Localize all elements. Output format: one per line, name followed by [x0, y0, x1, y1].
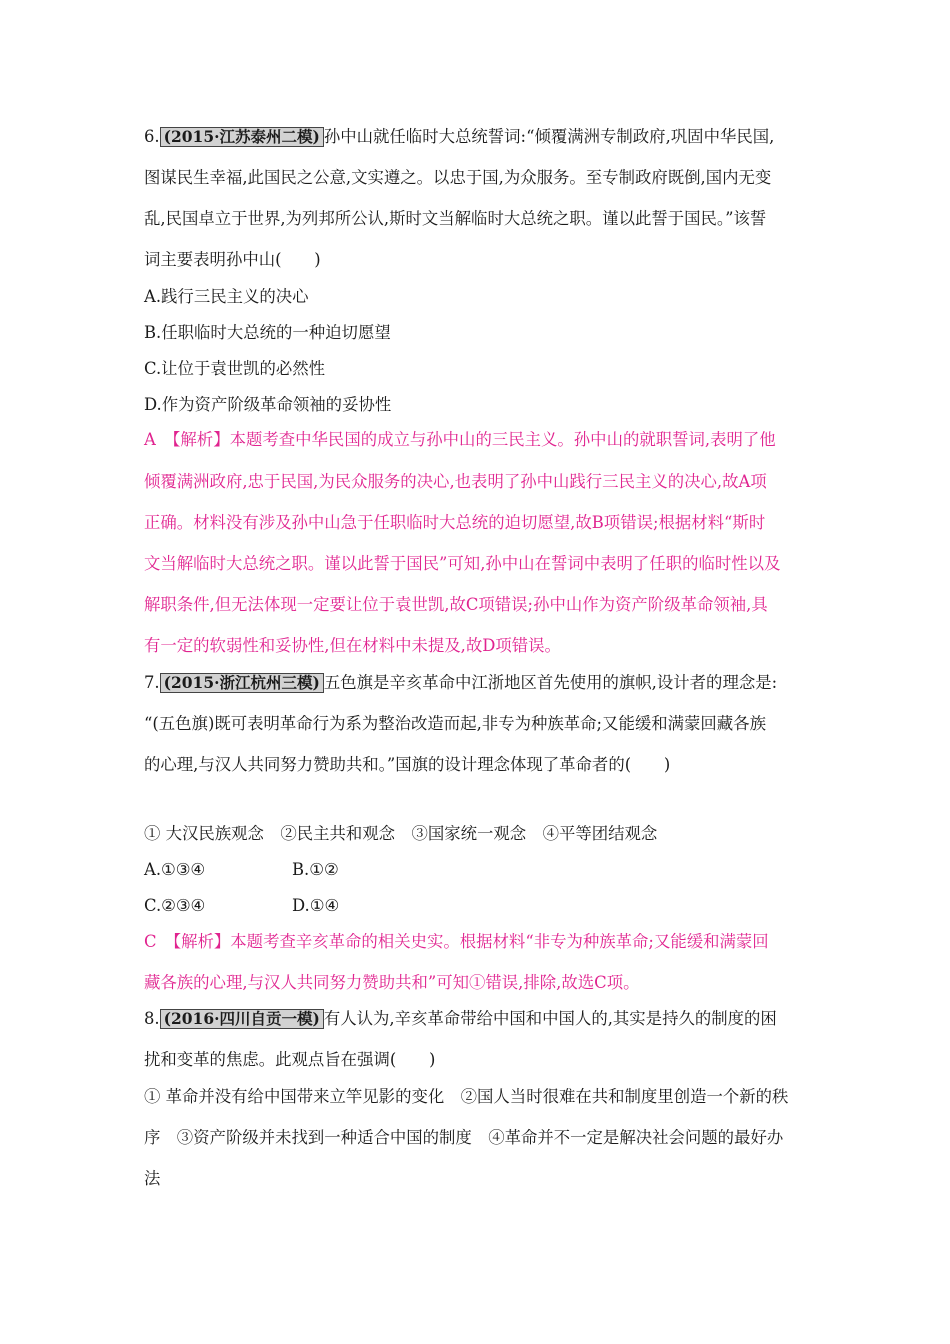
q6-option-c: C.让位于袁世凯的必然性 [144, 359, 326, 378]
q8-stem-text: 有人认为,辛亥革命带给中国和中国人的,其实是持久的制度的困 [323, 1009, 777, 1028]
q7-analysis-line-1: C 【解析】本题考查辛亥革命的相关史实。根据材料“非专为种族革命;又能缓和满蒙回 [144, 932, 769, 951]
q6-stem-line-4: 词主要表明孙中山( ) [144, 250, 321, 269]
q7-option-c: C.②③④ [144, 896, 206, 915]
q6-analysis-line-5: 解职条件,但无法体现一定要让位于袁世凯,故C项错误;孙中山作为资产阶级革命领袖,具 [144, 595, 768, 614]
q7-options-row-1 [144, 860, 339, 880]
q6-option-d: D.作为资产阶级革命领袖的妥协性 [144, 395, 392, 414]
q7-stem-line-2: “(五色旗)既可表明革命行为系为整治改造而起,非专为种族革命;又能缓和满蒙回藏各族 [144, 714, 766, 733]
q7-stem-line-3: 的心理,与汉人共同努力赞助共和。”国旗的设计理念体现了革命者的( ) [144, 755, 671, 774]
q7-statements: ① 大汉民族观念 ②民主共和观念 ③国家统一观念 ④平等团结观念 [144, 824, 658, 843]
q7-option-d: D.①④ [292, 896, 340, 915]
q6-analysis-line-6: 有一定的软弱性和妥协性,但在材料中未提及,故D项错误。 [144, 636, 561, 655]
q7-source-tag: (2015·浙江杭州三模) [160, 673, 324, 693]
q6-analysis-line-2: 倾覆满洲政府,忠于民国,为民众服务的决心,也表明了孙中山践行三民主义的决心,故A项 [144, 472, 767, 491]
q8-stem-line-2: 扰和变革的焦虑。此观点旨在强调( ) [144, 1050, 436, 1069]
q6-option-b: B.任职临时大总统的一种迫切愿望 [144, 323, 391, 342]
q6-stem-line-2: 图谋民生幸福,此国民之公意,文实遵之。以忠于国,为众服务。至专制政府既倒,国内无变 [144, 168, 772, 187]
q8-number: 8. [144, 1009, 160, 1028]
q7-analysis-line-2: 藏各族的心理,与汉人共同努力赞助共和”可知①错误,排除,故选C项。 [144, 973, 640, 992]
q8-statements-line-2: 序 ③资产阶级并未找到一种适合中国的制度 ④革命并不一定是解决社会问题的最好办 [144, 1128, 784, 1147]
q6-stem-text: 孙中山就任临时大总统誓词:“倾覆满洲专制政府,巩固中华民国, [323, 127, 775, 146]
q7-number: 7. [144, 673, 160, 692]
q7-stem-line-1 [144, 673, 777, 693]
q6-analysis-line-3: 正确。材料没有涉及孙中山急于任职临时大总统的迫切愿望,故B项错误;根据材料“斯时 [144, 513, 766, 532]
q6-analysis-line-4: 文当解临时大总统之职。谨以此誓于国民”可知,孙中山在誓词中表明了任职的临时性以及 [144, 554, 781, 573]
q7-option-b: B.①② [292, 860, 339, 879]
q7-option-a: A.①③④ [144, 860, 206, 879]
q6-analysis-line-1: A 【解析】本题考查中华民国的成立与孙中山的三民主义。孙中山的就职誓词,表明了他 [144, 430, 776, 449]
q7-options-row-2 [144, 896, 340, 916]
q6-option-a: A.践行三民主义的决心 [144, 287, 309, 306]
q8-statements-line-3: 法 [144, 1169, 161, 1188]
q8-stem-line-1 [144, 1009, 777, 1029]
q6-stem-line-1 [144, 127, 774, 147]
q8-source-tag: (2016·四川自贡一模) [160, 1009, 324, 1029]
q6-source-tag: (2015·江苏泰州二模) [160, 127, 324, 147]
q6-number: 6. [144, 127, 160, 146]
q6-stem-line-3: 乱,民国卓立于世界,为列邦所公认,斯时文当解临时大总统之职。谨以此誓于国民。”该誓 [144, 209, 767, 228]
q8-statements-line-1: ① 革命并没有给中国带来立竿见影的变化 ②国人当时很难在共和制度里创造一个新的秩 [144, 1087, 789, 1106]
q7-stem-text: 五色旗是辛亥革命中江浙地区首先使用的旗帜,设计者的理念是: [323, 673, 778, 692]
